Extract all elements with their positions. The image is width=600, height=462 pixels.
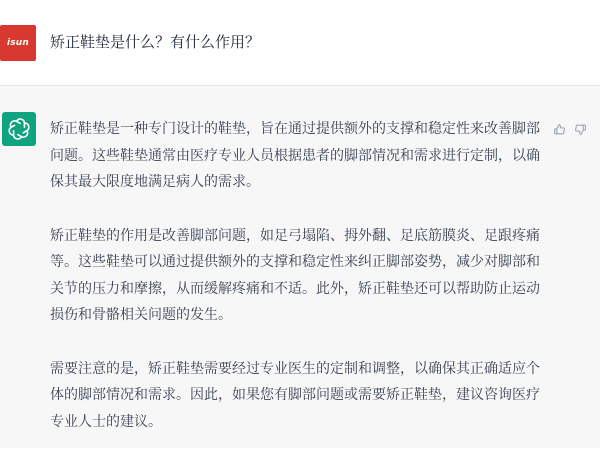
thumbs-up-icon[interactable] bbox=[553, 123, 566, 136]
openai-logo-icon bbox=[2, 112, 36, 146]
avatar-logo-text: isun bbox=[6, 38, 30, 48]
reply-paragraph-3: 需要注意的是，矫正鞋垫需要经过专业医生的定制和调整，以确保其正确适应个体的脚部情况和需求。因此，如果您有脚部问题或需要矫正鞋垫，建议咨询医疗专业人士的建议。 bbox=[50, 360, 540, 430]
thumbs-down-icon[interactable] bbox=[574, 123, 587, 136]
assistant-reply bbox=[50, 116, 548, 462]
reply-paragraph-2: 矫正鞋垫的作用是改善脚部问题，如足弓塌陷、拇外翻、足底筋膜炎、足跟疼痛等。这些鞋垫可以通过提供额外的支撑和稳定性来纠正脚部姿势，减少对脚部和关节的压力和摩擦，从而缓解疼痛和不适。此外，矫正鞋垫还可以帮助防止运动损伤和骨骼相关问题的发生。 bbox=[50, 227, 540, 323]
user-message-row bbox=[0, 0, 600, 86]
user-message-text: 矫正鞋垫是什么？有什么作用？ bbox=[50, 33, 261, 51]
assistant-message-row bbox=[0, 86, 600, 448]
reply-paragraph-1: 矫正鞋垫是一种专门设计的鞋垫，旨在通过提供额外的支撑和稳定性来改善脚部问题。这些鞋垫通常由医疗专业人员根据患者的脚部情况和需求进行定制，以确保其最大限度地满足病人的需求。 bbox=[50, 121, 540, 190]
feedback-buttons bbox=[553, 123, 587, 136]
isun-logo-icon bbox=[0, 25, 36, 61]
